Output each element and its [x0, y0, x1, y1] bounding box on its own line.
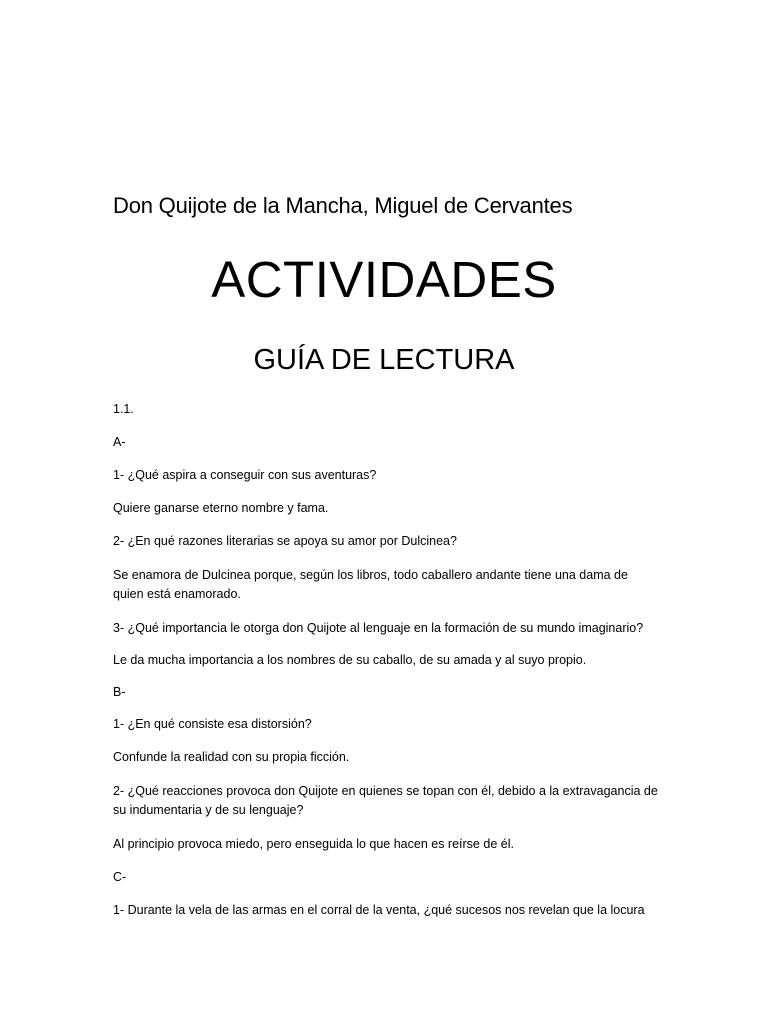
part-label-c: C-	[113, 870, 127, 884]
section-number: 1.1.	[113, 402, 134, 416]
part-label-b: B-	[113, 685, 126, 699]
answer-a2: Se enamora de Dulcinea porque, según los libros, todo caballero andante tiene una dama de quien está enamorado.	[113, 568, 628, 601]
part-label-a: A-	[113, 435, 126, 449]
question-b1: 1- ¿En qué consiste esa distorsión?	[113, 717, 312, 731]
section-heading: GUÍA DE LECTURA	[253, 344, 515, 376]
book-title: Don Quijote de la Mancha, Miguel de Cervantes	[113, 193, 573, 218]
question-a1: 1- ¿Qué aspira a conseguir con sus aventuras?	[113, 468, 377, 482]
question-c1: 1- Durante la vela de las armas en el corral de la venta, ¿qué sucesos nos revelan que la locura	[113, 903, 645, 917]
question-a2: 2- ¿En qué razones literarias se apoya su amor por Dulcinea?	[113, 534, 457, 548]
question-b2: 2- ¿Qué reacciones provoca don Quijote en quienes se topan con él, debido a la extravagancia de su indumentaria y de su lenguaje?	[113, 784, 658, 817]
page-title: ACTIVIDADES	[211, 251, 557, 308]
question-a3: 3- ¿Qué importancia le otorga don Quijote al lenguaje en la formación de su mundo imaginario?	[113, 621, 644, 635]
answer-b2: Al principio provoca miedo, pero enseguida lo que hacen es reírse de él.	[113, 837, 514, 851]
answer-a3: Le da mucha importancia a los nombres de su caballo, de su amada y al suyo propio.	[113, 653, 587, 667]
answer-a1: Quiere ganarse eterno nombre y fama.	[113, 501, 329, 515]
answer-b1: Confunde la realidad con su propia ficción.	[113, 750, 350, 764]
